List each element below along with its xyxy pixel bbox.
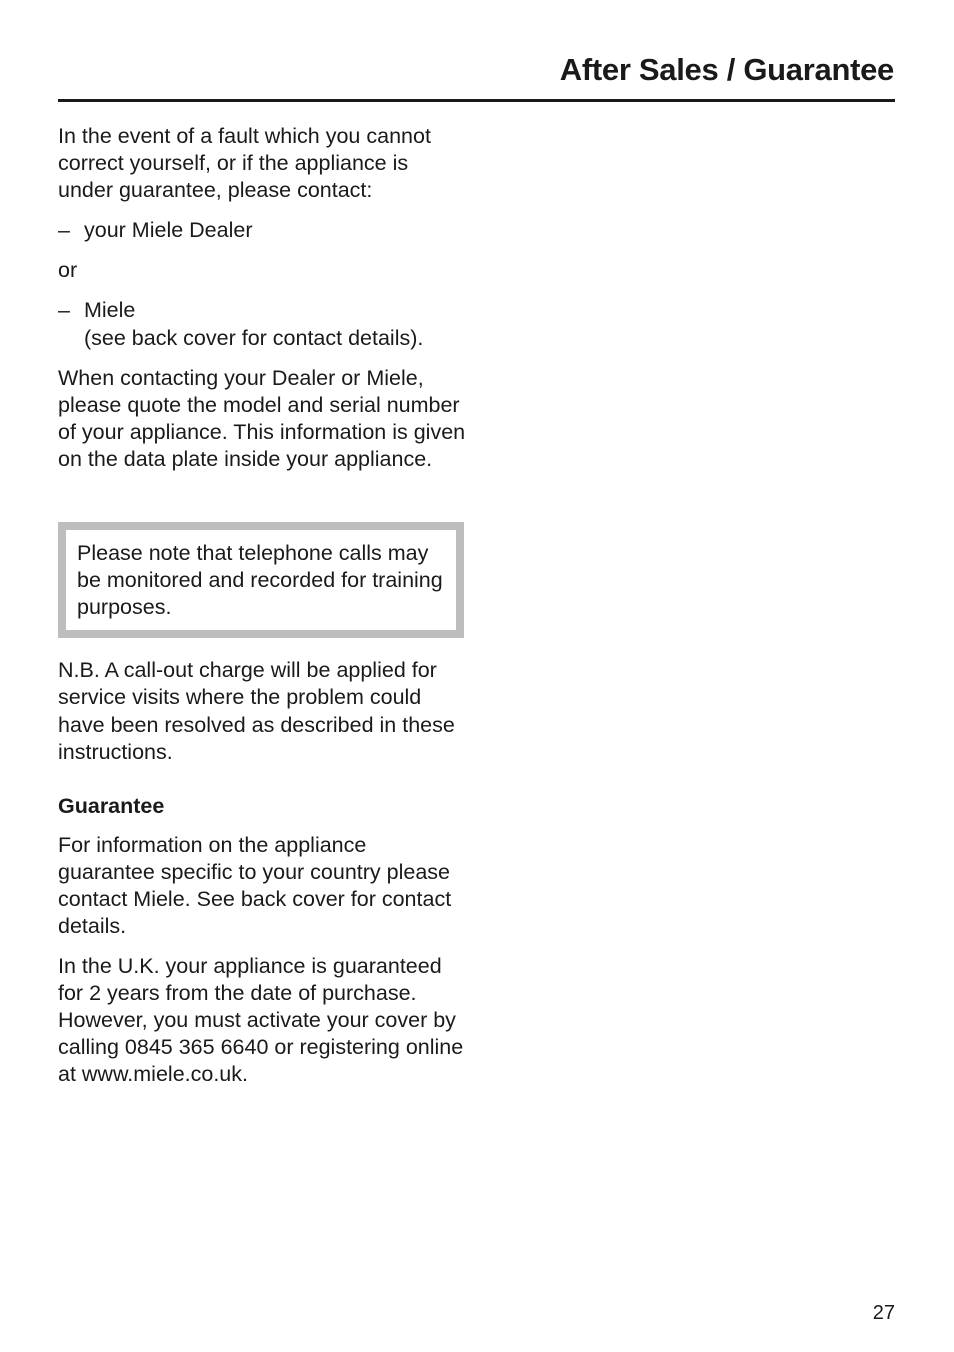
guarantee-heading: Guarantee <box>58 793 165 818</box>
miele-detail-text: (see back cover for contact details). <box>84 325 424 350</box>
dash-bullet: – <box>58 298 70 323</box>
title-divider <box>58 99 895 102</box>
intro-paragraph: In the event of a fault which you cannot correct yourself, or if the appliance is under guarantee, please contact: <box>58 124 431 203</box>
contact-info-paragraph: When contacting your Dealer or Miele, please quote the model and serial number of your appliance. This information is given on the data plate inside your appliance. <box>58 365 466 471</box>
dash-bullet: – <box>58 218 70 243</box>
page-title: After Sales / Guarantee <box>559 52 894 87</box>
miele-text: Miele <box>84 298 136 323</box>
dealer-text: your Miele Dealer <box>84 218 253 243</box>
list-item-miele <box>58 297 468 351</box>
main-column <box>58 123 468 1089</box>
nb-paragraph: N.B. A call-out charge will be applied for service visits where the problem could have been resolved as described in these instructions. <box>58 658 455 764</box>
or-text: or <box>58 258 78 283</box>
miele-text-block <box>84 297 423 351</box>
guarantee-info-paragraph: For information on the appliance guarantee specific to your country please contact Miele. See back cover for contact details. <box>58 832 452 938</box>
note-box <box>58 522 464 638</box>
uk-guarantee-paragraph: In the U.K. your appliance is guaranteed for 2 years from the date of purchase. However, you must activate your cover by calling 0845 365 6640 or registering online at www.miele.co.uk. <box>58 954 464 1087</box>
list-item-dealer <box>58 217 468 244</box>
note-text: Please note that telephone calls may be monitored and recorded for training purposes. <box>77 541 443 620</box>
page-number: 27 <box>872 1302 895 1324</box>
